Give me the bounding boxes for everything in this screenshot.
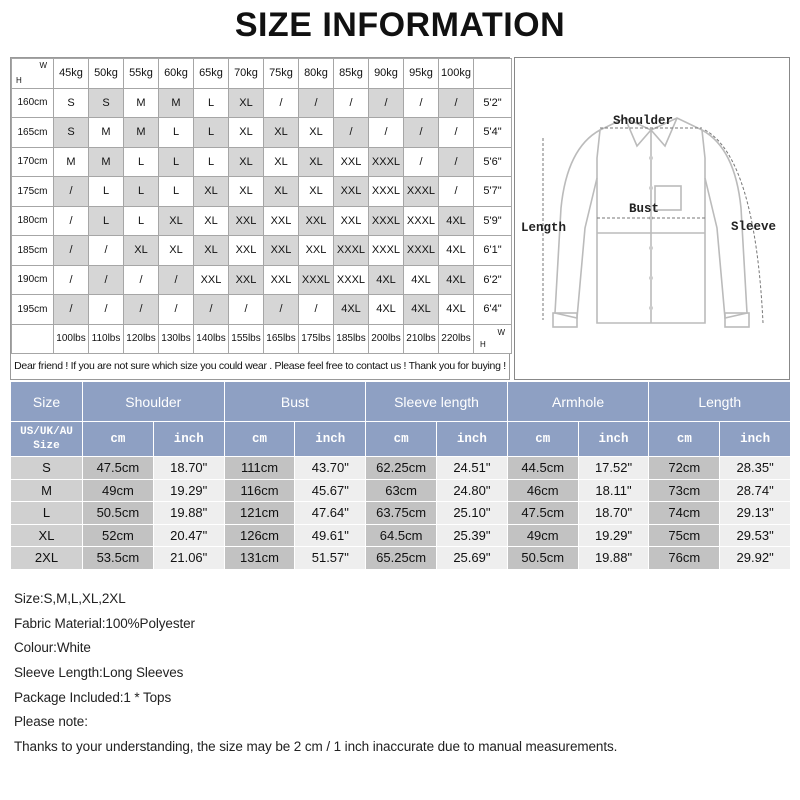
unit-cm-header: cm <box>649 422 720 457</box>
size-cell: XL <box>229 88 264 118</box>
measurement-cell: 25.39" <box>437 524 508 547</box>
size-cell: S <box>54 88 89 118</box>
size-cell: / <box>369 118 404 148</box>
size-cell: XXXL <box>334 265 369 295</box>
info-line: Size:S,M,L,XL,2XL <box>14 591 126 606</box>
size-cell: XXL <box>299 206 334 236</box>
corner-w-label: W <box>39 61 47 70</box>
size-label-cell: M <box>11 479 83 502</box>
measurement-cell: 45.67" <box>295 479 366 502</box>
size-cell: / <box>439 177 474 207</box>
table-row <box>11 524 791 547</box>
size-cell: XL <box>159 206 194 236</box>
size-cell: / <box>439 118 474 148</box>
size-cell: / <box>54 265 89 295</box>
info-line: Colour:White <box>14 640 91 656</box>
size-cell: / <box>404 88 439 118</box>
weight-kg-header: 90kg <box>369 59 404 89</box>
product-info <box>14 587 794 760</box>
measurement-cell: 126cm <box>224 524 295 547</box>
size-cell: / <box>159 295 194 325</box>
size-label-cell: 2XL <box>11 547 83 570</box>
unit-cm-header: cm <box>224 422 295 457</box>
size-cell: XXXL <box>404 236 439 266</box>
measurement-cell: 121cm <box>224 502 295 525</box>
size-label-cell: XL <box>11 524 83 547</box>
size-cell: / <box>159 265 194 295</box>
size-cell: 4XL <box>439 206 474 236</box>
empty-cell <box>12 324 54 354</box>
measurement-cell: 73cm <box>649 479 720 502</box>
size-cell: L <box>159 177 194 207</box>
height-cm-cell: 185cm <box>12 236 54 266</box>
column-header: Armhole <box>507 382 649 422</box>
column-header: Shoulder <box>83 382 225 422</box>
measurement-cell: 49cm <box>507 524 578 547</box>
size-cell: XXXL <box>404 177 439 207</box>
size-cell: XXXL <box>404 206 439 236</box>
height-ft-cell: 6'2" <box>474 265 512 295</box>
height-cm-cell: 160cm <box>12 88 54 118</box>
height-ft-cell: 5'9" <box>474 206 512 236</box>
size-cell: XXL <box>334 206 369 236</box>
size-cell: / <box>404 118 439 148</box>
weight-kg-header: 55kg <box>124 59 159 89</box>
size-cell: XL <box>264 177 299 207</box>
measurement-cell: 51.57" <box>295 547 366 570</box>
table-row <box>12 236 512 266</box>
height-cm-cell: 165cm <box>12 118 54 148</box>
measurement-cell: 17.52" <box>578 457 649 480</box>
size-cell: L <box>124 147 159 177</box>
size-cell: XL <box>299 177 334 207</box>
unit-cm-header: cm <box>366 422 437 457</box>
size-cell: / <box>54 177 89 207</box>
measurement-cell: 65.25cm <box>366 547 437 570</box>
weight-lbs-cell: 100lbs <box>54 324 89 354</box>
size-cell: L <box>159 147 194 177</box>
size-cell: M <box>89 147 124 177</box>
size-cell: / <box>54 236 89 266</box>
size-cell: / <box>299 88 334 118</box>
measurement-cell: 24.51" <box>437 457 508 480</box>
measurement-cell: 19.29" <box>153 479 224 502</box>
size-cell: / <box>124 295 159 325</box>
table-row <box>12 265 512 295</box>
measurement-cell: 116cm <box>224 479 295 502</box>
size-cell: / <box>124 265 159 295</box>
size-cell: L <box>194 147 229 177</box>
height-ft-cell: 5'4" <box>474 118 512 148</box>
measurement-table <box>10 381 791 570</box>
info-line: Sleeve Length:Long Sleeves <box>14 665 184 681</box>
size-cell: XL <box>229 147 264 177</box>
size-cell: M <box>89 118 124 148</box>
weight-lbs-cell: 155lbs <box>229 324 264 354</box>
weight-lbs-cell: 110lbs <box>89 324 124 354</box>
info-line: Fabric Material:100%Polyester <box>14 615 195 631</box>
size-cell: M <box>54 147 89 177</box>
size-cell: XL <box>194 206 229 236</box>
table-row <box>12 88 512 118</box>
size-cell: / <box>229 295 264 325</box>
size-cell: XXXL <box>334 236 369 266</box>
height-cm-cell: 195cm <box>12 295 54 325</box>
weight-lbs-cell: 210lbs <box>404 324 439 354</box>
size-cell: / <box>89 295 124 325</box>
contact-note: Dear friend ! If you are not sure which size you could wear . Please feel free to contact us ! Thank you for buying ! <box>14 360 506 372</box>
size-cell: 4XL <box>404 295 439 325</box>
size-cell: 4XL <box>369 265 404 295</box>
size-cell: / <box>404 147 439 177</box>
measurement-cell: 43.70" <box>295 457 366 480</box>
weight-kg-header: 45kg <box>54 59 89 89</box>
measurement-cell: 19.88" <box>578 547 649 570</box>
size-cell: S <box>89 88 124 118</box>
measurement-cell: 21.06" <box>153 547 224 570</box>
measurement-cell: 28.74" <box>720 479 791 502</box>
size-cell: / <box>264 88 299 118</box>
measurement-cell: 75cm <box>649 524 720 547</box>
measurement-cell: 47.5cm <box>507 502 578 525</box>
measurement-cell: 47.64" <box>295 502 366 525</box>
column-header: Sleeve length <box>366 382 508 422</box>
weight-kg-header: 95kg <box>404 59 439 89</box>
table-row <box>12 118 512 148</box>
size-cell: / <box>54 295 89 325</box>
table-row <box>11 479 791 502</box>
table-row <box>11 502 791 525</box>
measurement-cell: 72cm <box>649 457 720 480</box>
size-cell: L <box>194 118 229 148</box>
measurement-cell: 18.70" <box>578 502 649 525</box>
weight-lbs-cell: 140lbs <box>194 324 229 354</box>
size-cell: 4XL <box>439 265 474 295</box>
size-cell: XL <box>299 147 334 177</box>
height-ft-cell: 6'4" <box>474 295 512 325</box>
height-ft-cell: 5'6" <box>474 147 512 177</box>
size-label-cell: S <box>11 457 83 480</box>
size-cell: 4XL <box>439 236 474 266</box>
measurement-cell: 18.70" <box>153 457 224 480</box>
measurement-cell: 50.5cm <box>83 502 154 525</box>
size-cell: XXL <box>194 265 229 295</box>
length-label: Length <box>521 221 567 235</box>
size-cell: XXL <box>229 206 264 236</box>
weight-lbs-cell: 130lbs <box>159 324 194 354</box>
unit-inch-header: inch <box>153 422 224 457</box>
height-cm-cell: 175cm <box>12 177 54 207</box>
page-title: SIZE INFORMATION <box>234 6 566 44</box>
size-cell: XXL <box>229 265 264 295</box>
measurement-cell: 53.5cm <box>83 547 154 570</box>
height-ft-cell: 6'1" <box>474 236 512 266</box>
size-cell: / <box>89 265 124 295</box>
info-line: Thanks to your understanding, the size may be 2 cm / 1 inch inaccurate due to manual measurements. <box>14 739 618 755</box>
table-row <box>12 206 512 236</box>
size-cell: L <box>89 206 124 236</box>
corner-h-label: H <box>480 340 486 349</box>
size-cell: XL <box>264 147 299 177</box>
measurement-cell: 19.29" <box>578 524 649 547</box>
size-cell: XXXL <box>369 206 404 236</box>
size-cell: 4XL <box>404 265 439 295</box>
weight-lbs-cell: 120lbs <box>124 324 159 354</box>
size-cell: 4XL <box>334 295 369 325</box>
shoulder-label: Shoulder <box>613 114 674 128</box>
region-size-header: US/UK/AU Size <box>11 422 83 457</box>
weight-lbs-cell: 165lbs <box>264 324 299 354</box>
weight-kg-header: 70kg <box>229 59 264 89</box>
measurement-cell: 52cm <box>83 524 154 547</box>
size-cell: M <box>124 88 159 118</box>
measurement-cell: 76cm <box>649 547 720 570</box>
size-cell: / <box>334 118 369 148</box>
size-cell: XL <box>229 177 264 207</box>
corner-cell <box>474 324 512 354</box>
size-cell: XL <box>194 177 229 207</box>
size-cell: / <box>54 206 89 236</box>
weight-height-table <box>11 58 512 354</box>
weight-lbs-cell: 200lbs <box>369 324 404 354</box>
height-ft-cell: 5'2" <box>474 88 512 118</box>
size-cell: XXXL <box>369 177 404 207</box>
measurement-cell: 29.53" <box>720 524 791 547</box>
weight-kg-header: 80kg <box>299 59 334 89</box>
measurement-cell: 29.92" <box>720 547 791 570</box>
measurement-cell: 24.80" <box>437 479 508 502</box>
measurement-cell: 64.5cm <box>366 524 437 547</box>
measurement-cell: 131cm <box>224 547 295 570</box>
size-cell: L <box>124 206 159 236</box>
size-cell: / <box>194 295 229 325</box>
table-row <box>12 295 512 325</box>
height-cm-cell: 180cm <box>12 206 54 236</box>
measurement-chart <box>10 381 790 583</box>
size-cell: XXL <box>334 177 369 207</box>
size-cell: XXL <box>334 147 369 177</box>
measurement-cell: 63.75cm <box>366 502 437 525</box>
measurement-cell: 28.35" <box>720 457 791 480</box>
size-cell: / <box>89 236 124 266</box>
weight-kg-header: 75kg <box>264 59 299 89</box>
weight-height-chart <box>10 57 510 380</box>
measurement-cell: 29.13" <box>720 502 791 525</box>
size-cell: / <box>439 88 474 118</box>
unit-inch-header: inch <box>720 422 791 457</box>
measurement-cell: 49cm <box>83 479 154 502</box>
size-cell: / <box>299 295 334 325</box>
size-cell: XL <box>299 118 334 148</box>
size-cell: M <box>124 118 159 148</box>
size-header: Size <box>11 382 83 422</box>
size-cell: L <box>159 118 194 148</box>
size-cell: / <box>334 88 369 118</box>
size-cell: XXXL <box>369 147 404 177</box>
measurement-cell: 111cm <box>224 457 295 480</box>
size-cell: 4XL <box>439 295 474 325</box>
measurement-cell: 18.11" <box>578 479 649 502</box>
size-cell: XXL <box>264 236 299 266</box>
height-ft-cell: 5'7" <box>474 177 512 207</box>
size-cell: XXL <box>229 236 264 266</box>
weight-kg-header: 50kg <box>89 59 124 89</box>
measurement-cell: 46cm <box>507 479 578 502</box>
measurement-cell: 47.5cm <box>83 457 154 480</box>
weight-kg-header: 60kg <box>159 59 194 89</box>
size-cell: / <box>369 88 404 118</box>
info-line: Package Included:1 * Tops <box>14 689 172 705</box>
height-cm-cell: 190cm <box>12 265 54 295</box>
size-cell: 4XL <box>369 295 404 325</box>
size-cell: XXL <box>264 265 299 295</box>
table-row <box>11 457 791 480</box>
shirt-diagram <box>514 57 790 380</box>
measurement-cell: 49.61" <box>295 524 366 547</box>
column-header: Length <box>649 382 791 422</box>
size-cell: XXL <box>264 206 299 236</box>
size-cell: XL <box>264 118 299 148</box>
table-row <box>12 177 512 207</box>
measurement-cell: 25.69" <box>437 547 508 570</box>
corner-h-label: H <box>16 75 22 85</box>
measurement-cell: 20.47" <box>153 524 224 547</box>
measurement-cell: 62.25cm <box>366 457 437 480</box>
table-row <box>12 147 512 177</box>
empty-cell <box>474 59 512 89</box>
weight-lbs-cell: 185lbs <box>334 324 369 354</box>
height-cm-cell: 170cm <box>12 147 54 177</box>
bust-label: Bust <box>629 202 660 216</box>
size-cell: L <box>89 177 124 207</box>
weight-lbs-cell: 220lbs <box>439 324 474 354</box>
measurement-cell: 25.10" <box>437 502 508 525</box>
size-cell: XL <box>124 236 159 266</box>
size-label-cell: L <box>11 502 83 525</box>
corner-w-label: W <box>497 327 505 337</box>
corner-cell <box>12 59 54 89</box>
unit-inch-header: inch <box>437 422 508 457</box>
weight-lbs-cell: 175lbs <box>299 324 334 354</box>
table-row <box>11 547 791 570</box>
unit-cm-header: cm <box>507 422 578 457</box>
measurement-cell: 50.5cm <box>507 547 578 570</box>
weight-kg-header: 85kg <box>334 59 369 89</box>
measurement-cell: 19.88" <box>153 502 224 525</box>
size-cell: XL <box>194 236 229 266</box>
unit-cm-header: cm <box>83 422 154 457</box>
measurement-cell: 63cm <box>366 479 437 502</box>
weight-kg-header: 100kg <box>439 59 474 89</box>
size-cell: S <box>54 118 89 148</box>
size-cell: M <box>159 88 194 118</box>
sleeve-label: Sleeve <box>731 220 777 234</box>
size-cell: XXXL <box>299 265 334 295</box>
size-cell: XXXL <box>369 236 404 266</box>
column-header: Bust <box>224 382 366 422</box>
info-line: Please note: <box>14 714 88 730</box>
size-cell: / <box>439 147 474 177</box>
size-cell: L <box>124 177 159 207</box>
measurement-cell: 44.5cm <box>507 457 578 480</box>
size-cell: L <box>194 88 229 118</box>
size-cell: XXL <box>299 236 334 266</box>
measurement-cell: 74cm <box>649 502 720 525</box>
size-cell: XL <box>159 236 194 266</box>
size-cell: XL <box>229 118 264 148</box>
weight-kg-header: 65kg <box>194 59 229 89</box>
size-cell: / <box>264 295 299 325</box>
unit-inch-header: inch <box>295 422 366 457</box>
unit-inch-header: inch <box>578 422 649 457</box>
